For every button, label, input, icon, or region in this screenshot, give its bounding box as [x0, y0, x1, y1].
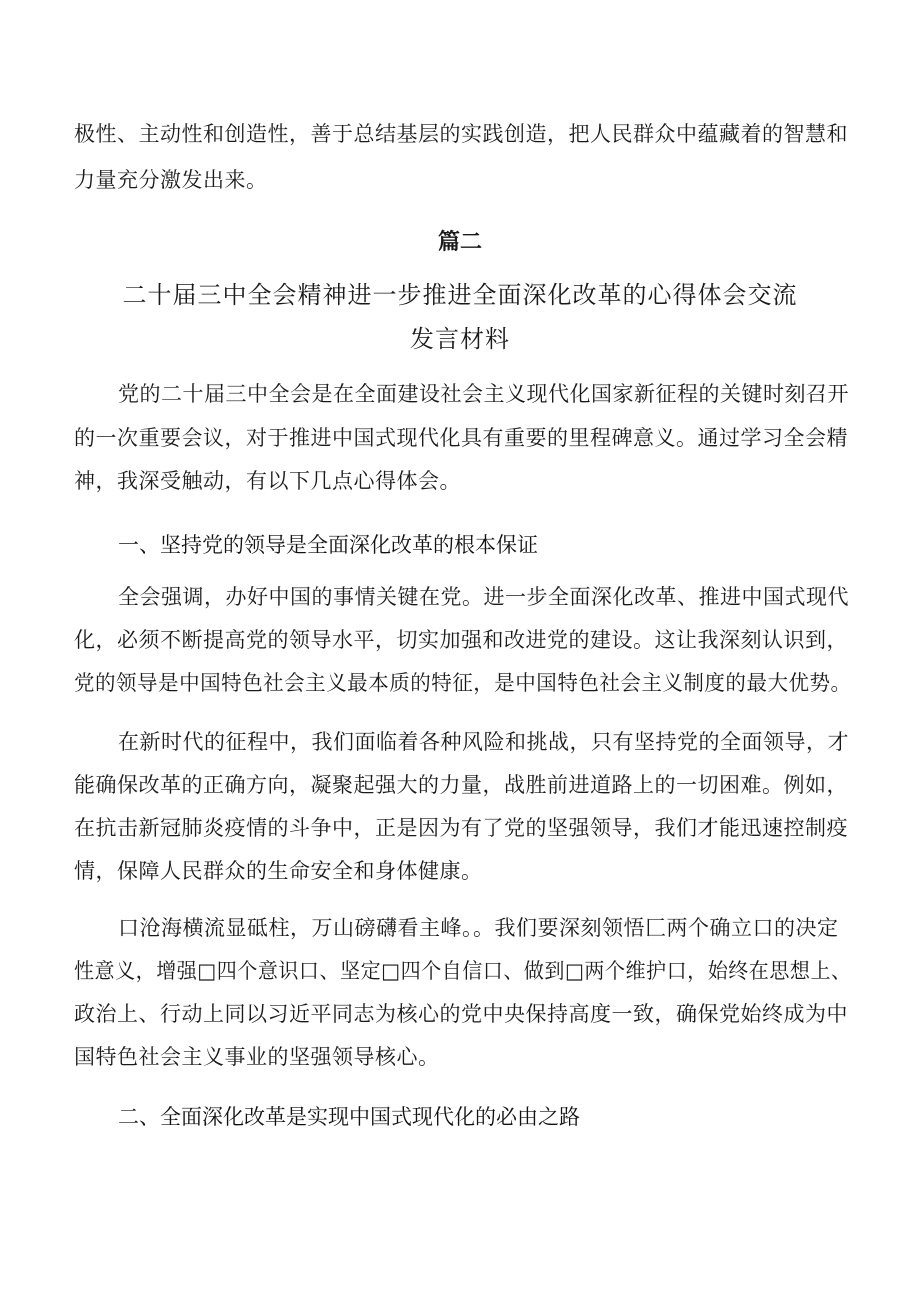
document-title-line-1: 二十届三中全会精神进一步推进全面深化改革的心得体会交流	[122, 281, 798, 309]
document-title-line-2: 发言材料	[410, 325, 510, 353]
opening-paragraph-line-2: 的一次重要会议，对于推进中国式现代化具有重要的里程碑意义。通过学习全会精	[74, 426, 848, 450]
opening-paragraph-line-1: 党的二十届三中全会是在全面建设社会主义现代化国家新征程的关键时刻召开	[118, 382, 849, 406]
para-2-line-2: 能确保改革的正确方向，凝聚起强大的力量，战胜前进道路上的一切困难。例如，	[74, 773, 848, 797]
para-1-line-3: 党的领导是中国特色社会主义最本质的特征，是中国特色社会主义制度的最大优势。	[74, 671, 852, 695]
para-2-line-4: 情，保障人民群众的生命安全和身体健康。	[74, 859, 483, 883]
para-2-line-1: 在新时代的征程中，我们面临着各种风险和挑战，只有坚持党的全面领导，才	[118, 730, 849, 754]
para-3-line-2: 性意义，增强□四个意识口、坚定□四个自信口、做到□两个维护口，始终在思想上、	[74, 959, 852, 983]
intro-line-2: 力量充分激发出来。	[74, 168, 268, 192]
para-2-line-3: 在抗击新冠肺炎疫情的斗争中，正是因为有了党的坚强领导，我们才能迅速控制疫	[74, 816, 848, 840]
opening-paragraph-line-3: 神，我深受触动，有以下几点心得体会。	[74, 469, 461, 493]
section-heading-2: 二、全面深化改革是实现中国式现代化的必由之路	[118, 1105, 580, 1129]
para-1-line-1: 全会强调，办好中国的事情关键在党。进一步全面深化改革、推进中国式现代	[118, 585, 849, 609]
para-3-line-1: 口沧海横流显砥柱，万山磅礴看主峰。。我们要深刻领悟匚两个确立口的决定	[118, 916, 839, 940]
section-label: 篇二	[437, 230, 482, 255]
intro-line-1: 极性、主动性和创造性，善于总结基层的实践创造，把人民群众中蕴藏着的智慧和	[74, 122, 848, 146]
para-3-line-3: 政治上、行动上同以习近平同志为核心的党中央保持高度一致，确保党始终成为中	[74, 1002, 848, 1026]
section-heading-1: 一、坚持党的领导是全面深化改革的根本保证	[118, 533, 538, 557]
para-3-line-4: 国特色社会主义事业的坚强领导核心。	[74, 1045, 440, 1069]
para-1-line-2: 化，必须不断提高党的领导水平，切实加强和改进党的建设。这让我深刻认识到，	[74, 628, 848, 652]
